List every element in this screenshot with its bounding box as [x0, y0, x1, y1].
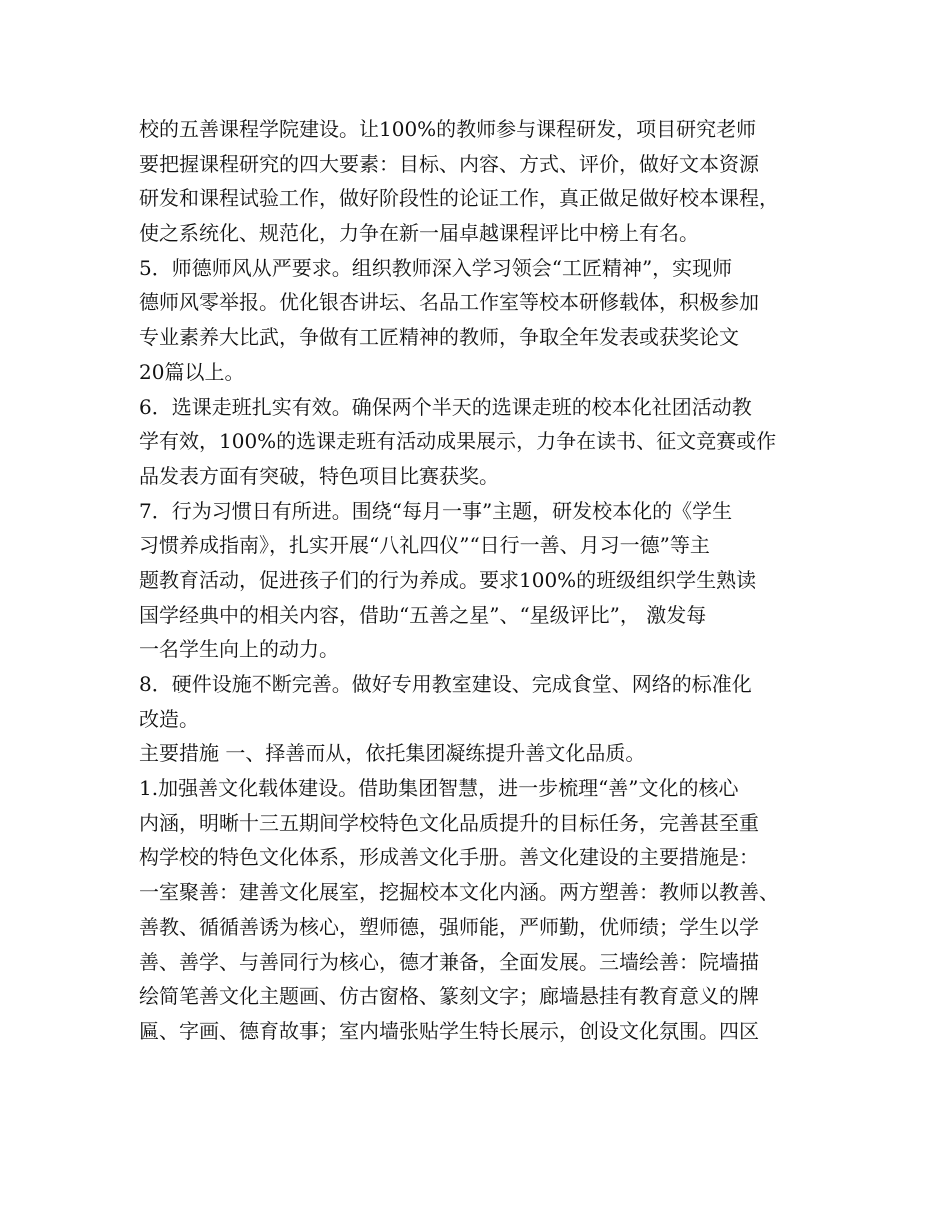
text-line: 学有效，100%的选课走班有活动成果展示，力争在读书、征文竞赛或作 — [139, 429, 777, 454]
text-line: 构学校的特色文化体系，形成善文化手册。善文化建设的主要措施是： — [139, 845, 759, 870]
text-line: 内涵，明晰十三五期间学校特色文化品质提升的目标任务，完善甚至重 — [139, 810, 759, 835]
text-line: 要把握课程研究的四大要素：目标、内容、方式、评价，做好文本资源 — [139, 151, 759, 176]
text-line: 匾、字画、德育故事；室内墙张贴学生特长展示，创设文化氛围。四区 — [139, 1018, 759, 1043]
text-line: 品发表方面有突破，特色项目比赛获奖。 — [139, 463, 499, 488]
text-line: 绘简笔善文化主题画、仿古窗格、篆刻文字；廊墙悬挂有教育意义的牌 — [139, 984, 759, 1009]
text-line: 1.加强善文化载体建设。借助集团智慧，进一步梳理“善”文化的核心 — [139, 776, 739, 801]
text-line: 8．硬件设施不断完善。做好专用教室建设、完成食堂、网络的标准化 — [139, 672, 752, 696]
text-line: 20篇以上。 — [139, 359, 245, 384]
text-line: 善、善学、与善同行为核心，德才兼备，全面发展。三墙绘善：院墙描 — [139, 949, 759, 974]
text-line: 校的五善课程学院建设。让100%的教师参与课程研发，项目研究老师 — [139, 117, 757, 141]
text-line: 6．选课走班扎实有效。确保两个半天的选课走班的校本化社团活动教 — [139, 394, 752, 419]
text-line: 题教育活动，促进孩子们的行为养成。要求100%的班级组织学生熟读 — [139, 567, 757, 592]
text-line: 使之系统化、规范化，力争在新一届卓越课程评比中榜上有名。 — [139, 221, 699, 246]
text-line: 习惯养成指南》，扎实开展“八礼四仪”“日行一善、月习一德”等主 — [139, 533, 710, 558]
text-line: 主要措施 一、择善而从，依托集团凝练提升善文化品质。 — [139, 741, 646, 766]
text-line: 国学经典中的相关内容，借助“五善之星”、“星级评比”， 激发每 — [139, 602, 707, 627]
text-line: 一名学生向上的动力。 — [139, 637, 339, 662]
text-line: 德师风零举报。优化银杏讲坛、名品工作室等校本研修载体，积极参加 — [139, 290, 759, 315]
text-line: 一室聚善：建善文化展室，挖掘校本文化内涵。两方塑善：教师以教善、 — [139, 880, 779, 905]
document-body — [139, 112, 839, 1049]
text-line: 专业素养大比武，争做有工匠精神的教师，争取全年发表或获奖论文 — [139, 325, 739, 350]
text-line: 善教、循循善诱为核心，塑师德，强师能，严师勤，优师绩；学生以学 — [139, 914, 759, 939]
text-line: 改造。 — [139, 706, 199, 731]
text-line: 研发和课程试验工作，做好阶段性的论证工作，真正做足做好校本课程， — [139, 186, 779, 211]
text-line: 5．师德师风从严要求。组织教师深入学习领会“工匠精神”，实现师 — [139, 255, 733, 280]
text-line: 7．行为习惯日有所进。围绕“每月一事”主题，研发校本化的《学生 — [139, 498, 733, 523]
